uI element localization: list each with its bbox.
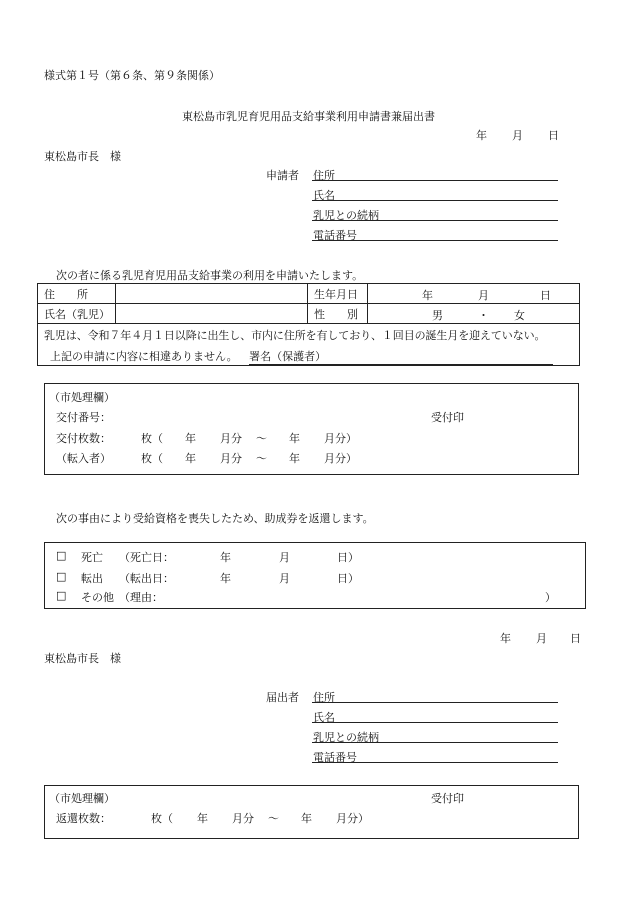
form-number: 様式第１号（第６条、第９条関係）	[44, 69, 220, 82]
moveout-date-label: （転出日：	[119, 572, 174, 585]
issue-number-label: 交付番号：	[56, 411, 111, 424]
moveout-month: 月	[279, 572, 290, 585]
intro-text: 次の者に係る乳児育児用品支給事業の利用を申請いたします。	[56, 269, 364, 282]
city-processing-box-2	[44, 785, 579, 839]
applicant-address-label: 住所	[313, 169, 335, 182]
applicant-relation-field[interactable]	[312, 220, 558, 221]
other-reason-close: ）	[545, 591, 556, 604]
death-date-label: （死亡日：	[119, 551, 174, 564]
return-intro: 次の事由により受給資格を喪失したため、助成券を返還します。	[56, 512, 374, 525]
count-month-to: 月分）	[324, 432, 357, 445]
transfer-sheets: 枚（	[141, 452, 163, 465]
return-count-label: 返還枚数：	[56, 812, 111, 825]
confirm-text: 上記の申請に内容に相違ありません。	[50, 350, 238, 363]
gender-label: 性 別	[308, 304, 368, 324]
infant-name-field[interactable]	[116, 304, 308, 324]
birthdate-day: 日	[540, 289, 551, 302]
table-row	[38, 304, 580, 324]
transfer-year-from: 年	[185, 452, 196, 465]
return-sheets: 枚（	[151, 812, 173, 825]
applicant-name-field[interactable]	[312, 200, 558, 201]
notifier-relation-field[interactable]	[312, 742, 558, 743]
notifier-phone-field[interactable]	[312, 762, 558, 763]
checkbox-death[interactable]: □	[56, 549, 67, 562]
date-month: 月	[512, 129, 523, 142]
count-tilde: ～	[256, 432, 267, 445]
birthdate-month: 月	[478, 289, 489, 302]
application-table	[37, 283, 580, 366]
issue-count-label: 交付枚数：	[56, 432, 111, 445]
return-month-from: 月分	[232, 812, 254, 825]
transfer-tilde: ～	[256, 452, 267, 465]
notifier-address-field[interactable]	[312, 702, 558, 703]
return-tilde: ～	[268, 812, 279, 825]
moveout-day: 日）	[337, 572, 359, 585]
death-day: 日）	[337, 551, 359, 564]
reasons-box	[44, 542, 586, 609]
count-year-to: 年	[289, 432, 300, 445]
gender-field[interactable]	[368, 304, 580, 324]
date2-day: 日	[570, 632, 581, 645]
other-reason-label: （理由：	[119, 591, 163, 604]
address-label: 住 所	[38, 284, 116, 304]
transfer-label: （転入者）	[56, 452, 111, 465]
transfer-year-to: 年	[289, 452, 300, 465]
table-row	[38, 284, 580, 304]
count-month-from: 月分	[220, 432, 242, 445]
birthdate-label: 生年月日	[308, 284, 368, 304]
transfer-month-from: 月分	[220, 452, 242, 465]
table-row	[38, 324, 580, 366]
reason-other-label: その他	[81, 591, 114, 604]
applicant-name-label: 氏名	[313, 189, 335, 202]
date-year: 年	[476, 129, 487, 142]
notifier-relation-label: 乳児との続柄	[313, 731, 379, 744]
gender-male[interactable]: 男	[432, 309, 443, 322]
city-box2-header: （市処理欄）	[49, 792, 115, 805]
city-processing-box	[44, 383, 579, 475]
applicant-relation-label: 乳児との続柄	[313, 209, 379, 222]
stamp-label-2: 受付印	[431, 792, 464, 805]
form-title: 東松島市乳児育児用品支給事業利用申請書兼届出書	[182, 110, 435, 123]
return-month-to: 月分）	[336, 812, 369, 825]
gender-separator: ・	[478, 309, 489, 322]
moveout-year: 年	[220, 572, 231, 585]
note-cell	[38, 324, 580, 366]
notifier-address-label: 住所	[313, 691, 335, 704]
date2-month: 月	[536, 632, 547, 645]
transfer-month-to: 月分）	[324, 452, 357, 465]
applicant-address-field[interactable]	[312, 180, 558, 181]
reason-death-label: 死亡	[81, 551, 103, 564]
addressee2: 東松島市長 様	[44, 652, 121, 665]
death-year: 年	[220, 551, 231, 564]
guardian-signature-field[interactable]	[249, 348, 553, 365]
stamp-label: 受付印	[431, 411, 464, 424]
applicant-phone-label: 電話番号	[313, 229, 357, 242]
signature-label: 署名（保護者）	[249, 350, 327, 363]
applicant-label: 申請者	[266, 169, 299, 182]
city-box-header: （市処理欄）	[49, 391, 115, 404]
confirm-row	[44, 348, 573, 365]
checkbox-other[interactable]: □	[56, 589, 67, 602]
birthdate-year: 年	[422, 289, 433, 302]
return-year-from: 年	[197, 812, 208, 825]
infant-address-field[interactable]	[116, 284, 308, 304]
notifier-label: 届出者	[266, 691, 299, 704]
notifier-phone-label: 電話番号	[313, 751, 357, 764]
applicant-phone-field[interactable]	[312, 240, 558, 241]
addressee: 東松島市長 様	[44, 150, 121, 163]
checkbox-moveout[interactable]: □	[56, 570, 67, 583]
gender-female[interactable]: 女	[514, 309, 525, 322]
death-month: 月	[279, 551, 290, 564]
eligibility-note: 乳児は、令和７年４月１日以降に出生し、市内に住所を有しており、１回目の誕生月を迎えていない。	[44, 329, 546, 342]
count-sheets: 枚（	[141, 432, 163, 445]
infant-name-label: 氏名（乳児）	[38, 304, 116, 324]
birthdate-field[interactable]	[368, 284, 580, 304]
notifier-name-label: 氏名	[313, 711, 335, 724]
date-day: 日	[548, 129, 559, 142]
reason-moveout-label: 転出	[81, 572, 103, 585]
return-year-to: 年	[301, 812, 312, 825]
notifier-name-field[interactable]	[312, 722, 558, 723]
date2-year: 年	[500, 632, 511, 645]
count-year-from: 年	[185, 432, 196, 445]
